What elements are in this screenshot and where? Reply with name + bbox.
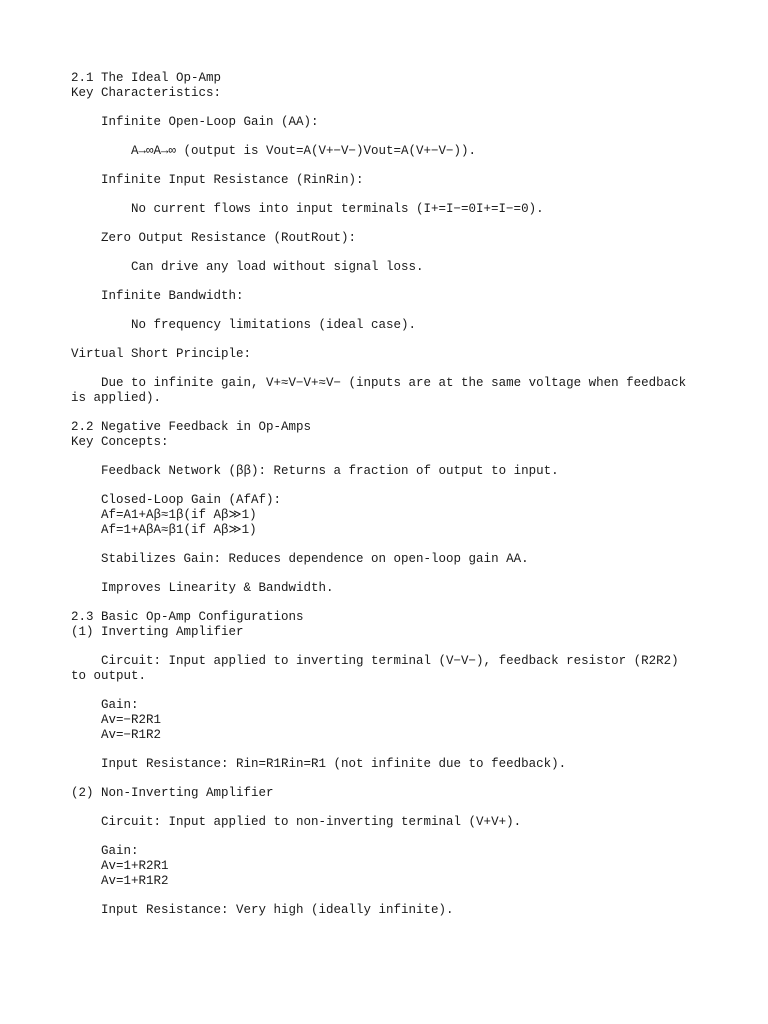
item-body: No current flows into input terminals (I+=I−=0I+=I−=0). xyxy=(131,202,544,216)
item-heading: Zero Output Resistance (RoutRout): xyxy=(101,231,357,245)
item-body: Circuit: Input applied to non-inverting terminal (V+V+). xyxy=(101,815,522,829)
section-heading: 2.3 Basic Op-Amp Configurations xyxy=(71,610,304,624)
equation: Av=−R2R1 xyxy=(101,713,162,727)
paragraph: Circuit: Input applied to inverting terminal (V−V−), feedback resistor (R2R2) to output. xyxy=(71,654,687,683)
item-body: Stabilizes Gain: Reduces dependence on open-loop gain AA. xyxy=(101,552,529,566)
subheading: Key Concepts: xyxy=(71,435,169,449)
item-body: Feedback Network (ββ): Returns a fraction of output to input. xyxy=(101,464,559,478)
section-heading: 2.2 Negative Feedback in Op-Amps xyxy=(71,420,312,434)
item-heading: Closed-Loop Gain (AfAf): xyxy=(101,493,282,507)
subheading: (1) Inverting Amplifier xyxy=(71,625,244,639)
item-body: Input Resistance: Very high (ideally infinite). xyxy=(101,903,454,917)
equation: Af=A1+Aβ≈1β(if Aβ≫1) xyxy=(101,508,257,522)
equation: Av=−R1R2 xyxy=(101,728,162,742)
item-body: No frequency limitations (ideal case). xyxy=(131,318,417,332)
item-heading: Infinite Input Resistance (RinRin): xyxy=(101,173,364,187)
subheading: (2) Non-Inverting Amplifier xyxy=(71,786,274,800)
item-heading: Gain: xyxy=(101,698,139,712)
equation: Af=1+AβA≈β1(if Aβ≫1) xyxy=(101,523,257,537)
section-heading: 2.1 The Ideal Op-Amp xyxy=(71,71,222,85)
document-body xyxy=(71,71,701,918)
item-body: Can drive any load without signal loss. xyxy=(131,260,424,274)
paragraph: Due to infinite gain, V+≈V−V+≈V− (inputs are at the same voltage when feedback is applied). xyxy=(71,376,694,405)
item-heading: Infinite Bandwidth: xyxy=(101,289,244,303)
subheading: Key Characteristics: xyxy=(71,86,222,100)
equation: Av=1+R2R1 xyxy=(101,859,169,873)
item-body: Improves Linearity & Bandwidth. xyxy=(101,581,334,595)
item-heading: Infinite Open-Loop Gain (AA): xyxy=(101,115,319,129)
equation: Av=1+R1R2 xyxy=(101,874,169,888)
subheading: Virtual Short Principle: xyxy=(71,347,252,361)
item-body: Input Resistance: Rin=R1Rin=R1 (not infinite due to feedback). xyxy=(101,757,567,771)
item-heading: Gain: xyxy=(101,844,139,858)
item-body: A→∞A→∞ (output is Vout=A(V+−V−)Vout=A(V+−V−)). xyxy=(131,144,477,158)
